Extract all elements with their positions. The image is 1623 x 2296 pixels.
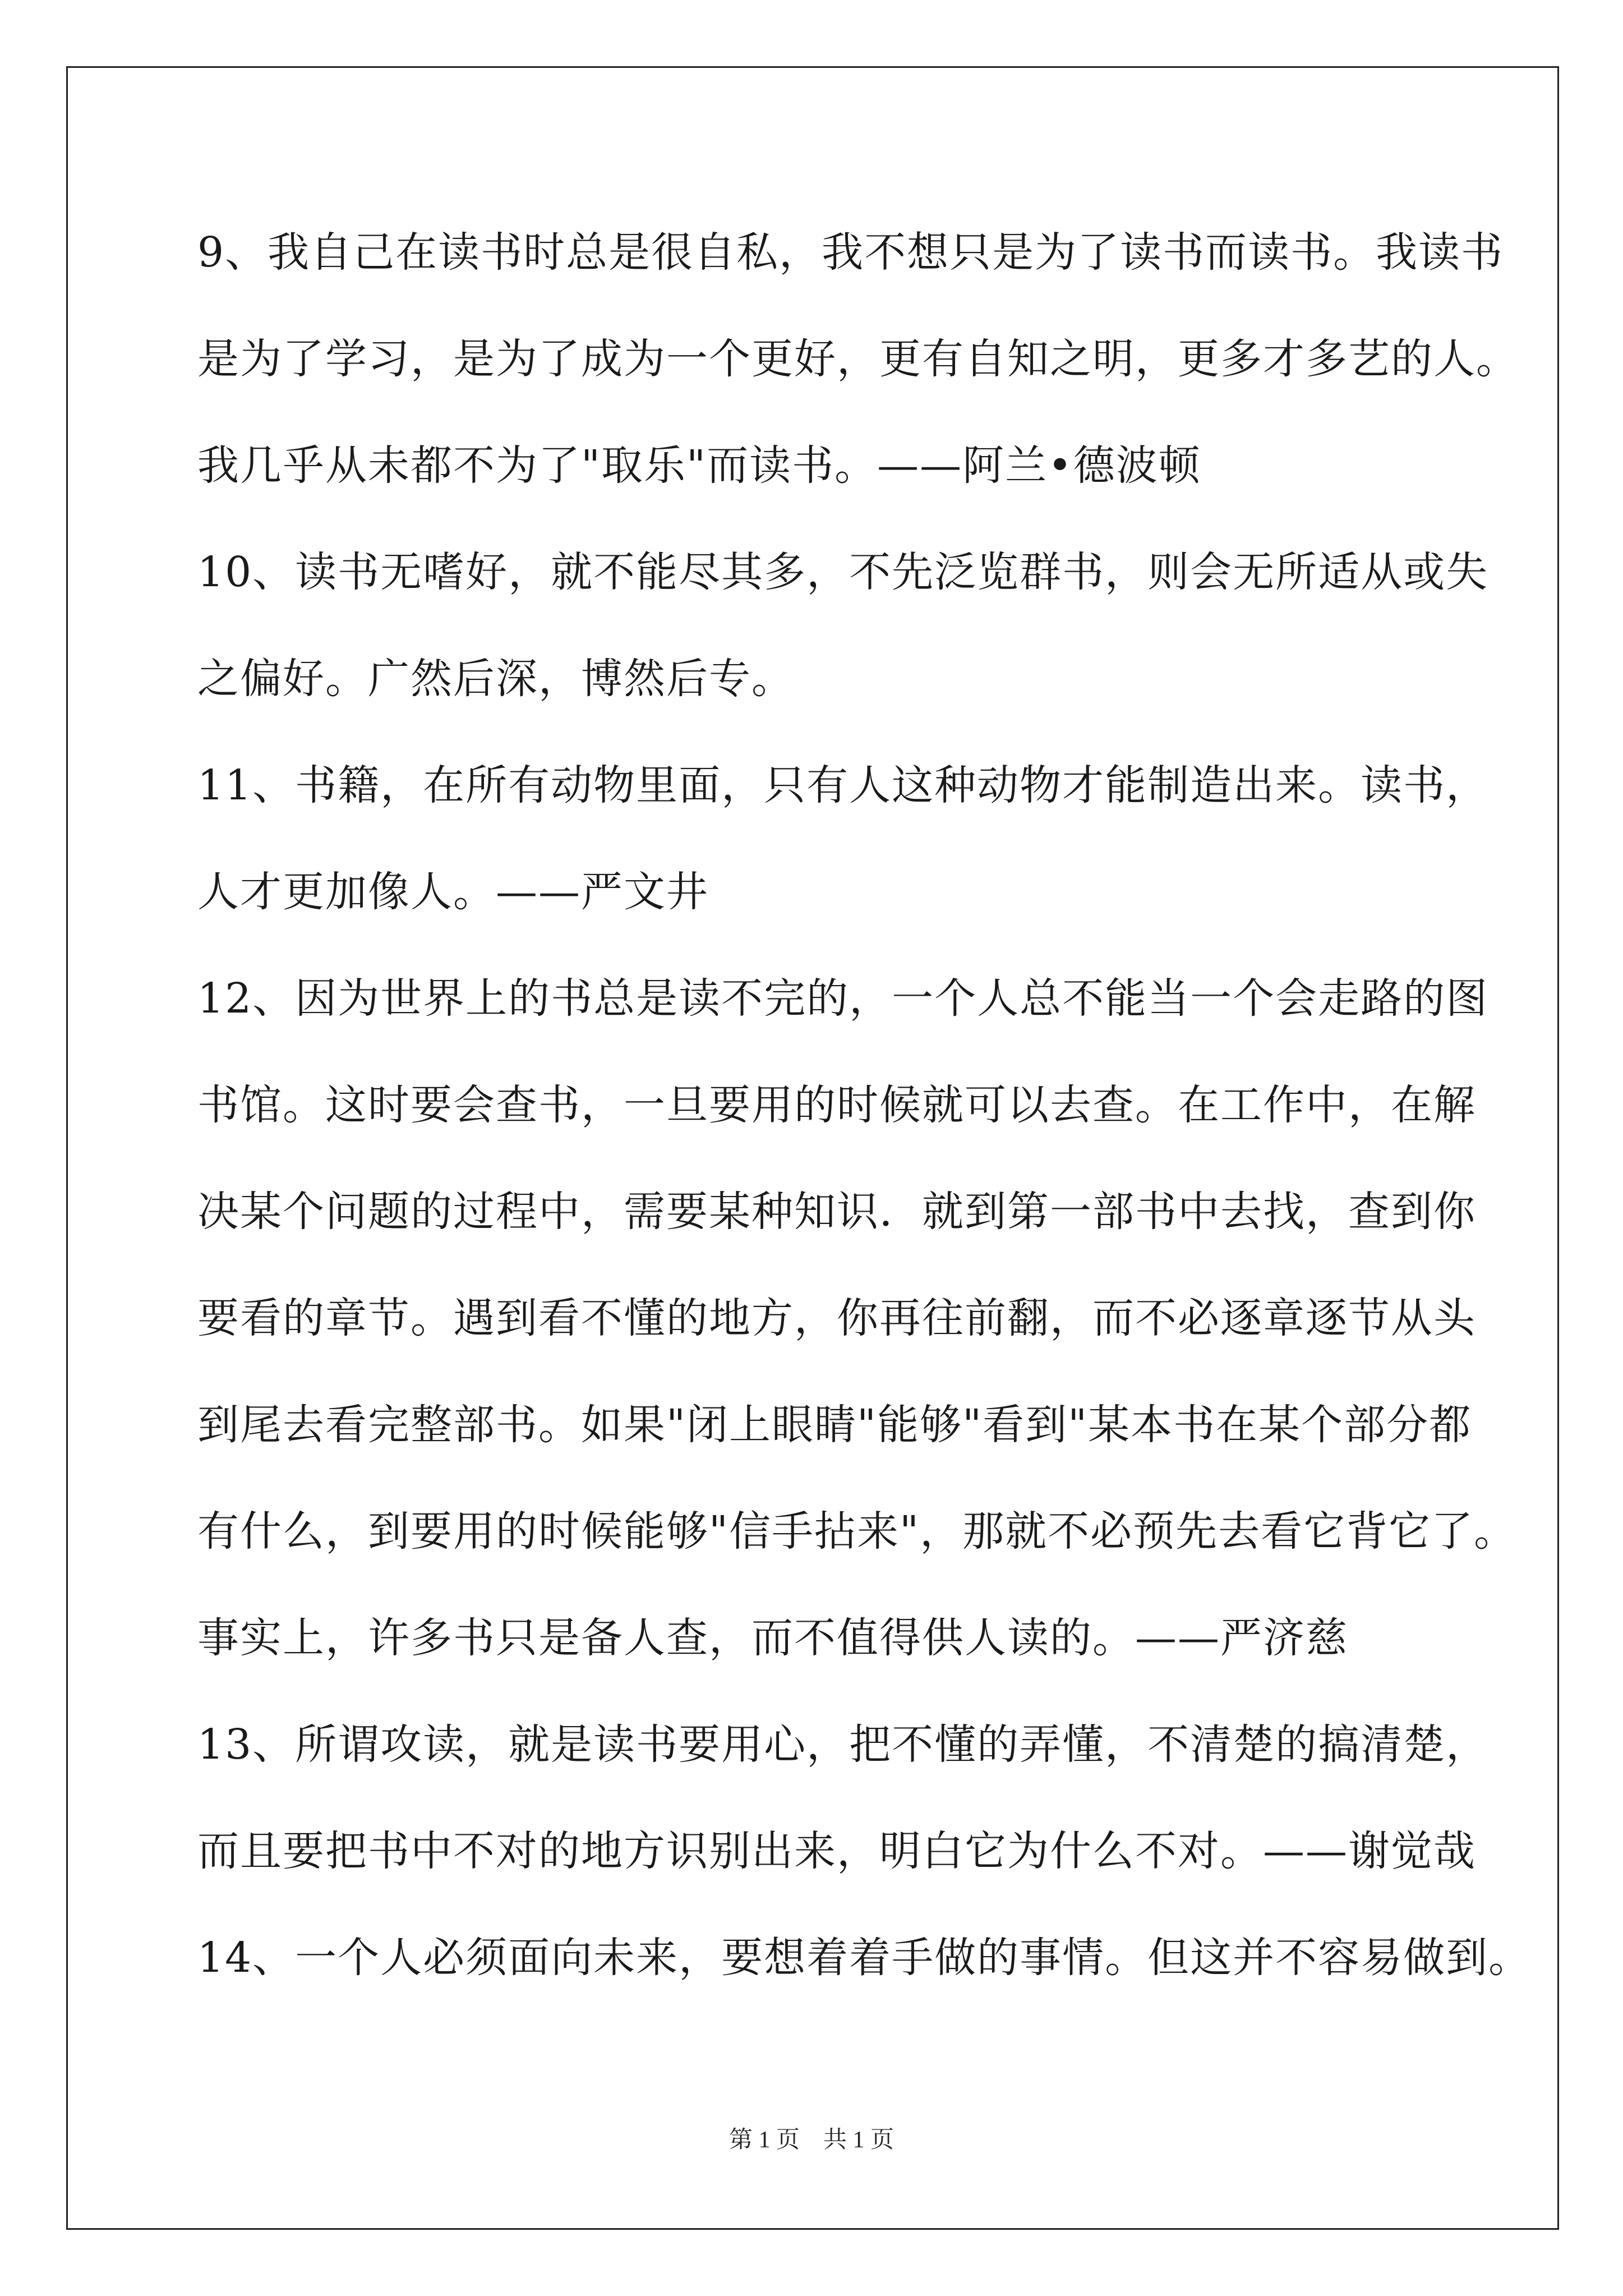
text-line: 要看的章节。遇到看不懂的地方，你再往前翻，而不必逐章逐节从头 — [197, 1294, 1476, 1342]
text-line: 11、书籍，在所有动物里面，只有人这种动物才能制造出来。读书， — [197, 761, 1489, 809]
text-line: 人才更加像人。——严文井 — [197, 868, 709, 916]
text-line: 12、因为世界上的书总是读不完的，一个人总不能当一个会走路的图 — [197, 974, 1489, 1023]
text-line: 有什么，到要用的时候能够"信手拈来"，那就不必预先去看它背它了。 — [197, 1507, 1517, 1556]
text-line: 书馆。这时要会查书，一旦要用的时候就可以去查。在工作中，在解 — [197, 1081, 1476, 1129]
text-line: 14、一个人必须面向未来，要想着着手做的事情。但这并不容易做到。 — [197, 1934, 1532, 1982]
text-line: 事实上，许多书只是备人查，而不值得供人读的。——严济慈 — [197, 1614, 1348, 1662]
page-number-footer: 第 1 页 共 1 页 — [728, 2127, 894, 2153]
text-line: 10、读书无嗜好，就不能尽其多，不先泛览群书，则会无所适从或失 — [197, 548, 1489, 596]
text-line: 是为了学习，是为了成为一个更好，更有自知之明，更多才多艺的人。 — [197, 335, 1519, 383]
text-line: 到尾去看完整部书。如果"闭上眼睛"能够"看到"某本书在某个部分都 — [197, 1401, 1472, 1449]
text-line: 决某个问题的过程中，需要某种知识．就到第一部书中去找，查到你 — [197, 1188, 1476, 1236]
text-line: 而且要把书中不对的地方识别出来，明白它为什么不对。——谢觉哉 — [197, 1827, 1476, 1875]
document-body — [197, 219, 1532, 2031]
text-line: 9、我自己在读书时总是很自私，我不想只是为了读书而读书。我读书 — [197, 228, 1504, 277]
text-line: 之偏好。广然后深，博然后专。 — [197, 655, 794, 703]
text-line: 13、所谓攻读，就是读书要用心，把不懂的弄懂，不清楚的搞清楚， — [197, 1720, 1489, 1769]
text-line: 我几乎从未都不为了"取乐"而读书。——阿兰•德波顿 — [197, 441, 1201, 490]
